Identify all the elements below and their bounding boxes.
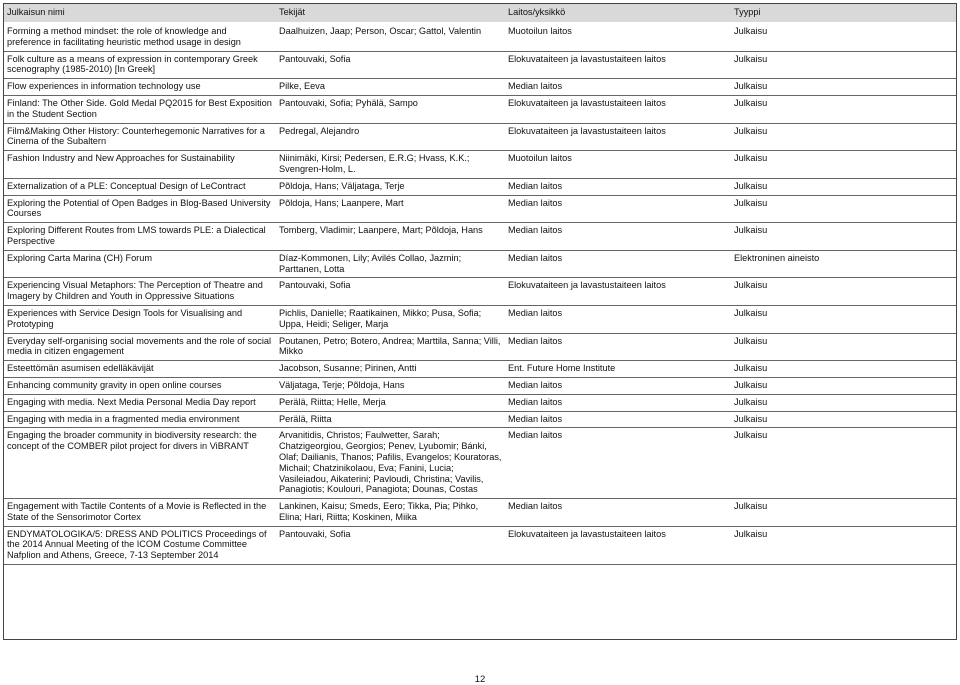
page-frame (3, 3, 957, 640)
cell-title: Engaging with media. Next Media Personal Media Day report (4, 394, 276, 411)
cell-title: Engaging with media in a fragmented media environment (4, 411, 276, 428)
table-row (4, 51, 956, 79)
cell-authors: Jacobson, Susanne; Pirinen, Antti (276, 361, 505, 378)
cell-authors: Díaz-Kommonen, Lily; Avilés Collao, Jazmin; Parttanen, Lotta (276, 250, 505, 278)
cell-type: Julkaisu (731, 499, 956, 527)
cell-title: Folk culture as a means of expression in contemporary Greek scenography (1985-2010) [In Greek] (4, 51, 276, 79)
cell-authors: Perälä, Riitta (276, 411, 505, 428)
cell-authors: Pantouvaki, Sofia (276, 526, 505, 564)
header-authors: Tekijät (276, 4, 505, 23)
cell-unit: Elokuvataiteen ja lavastustaiteen laitos (505, 51, 731, 79)
cell-type: Elektroninen aineisto (731, 250, 956, 278)
header-row (4, 4, 956, 23)
cell-authors: Pantouvaki, Sofia (276, 51, 505, 79)
cell-type: Julkaisu (731, 95, 956, 123)
cell-type: Julkaisu (731, 223, 956, 251)
table-row (4, 79, 956, 96)
table-row (4, 411, 956, 428)
cell-title: Everyday self-organising social movements and the role of social media in citizen engagement (4, 333, 276, 361)
cell-title: Flow experiences in information technology use (4, 79, 276, 96)
cell-unit: Median laitos (505, 178, 731, 195)
cell-unit: Median laitos (505, 79, 731, 96)
cell-unit: Elokuvataiteen ja lavastustaiteen laitos (505, 278, 731, 306)
cell-title: Engaging the broader community in biodiversity research: the concept of the COMBER pilot project for divers in ViBRANT (4, 428, 276, 499)
cell-type: Julkaisu (731, 178, 956, 195)
cell-title: ENDYMATOLOGIKA/5: DRESS AND POLITICS Proceedings of the 2014 Annual Meeting of the ICOM Costume Committee Nafplion and Athens, Greece, 7-13 September 2014 (4, 526, 276, 564)
cell-authors: Pantouvaki, Sofia (276, 278, 505, 306)
page-number: 12 (474, 674, 486, 685)
table-row (4, 195, 956, 223)
header-unit: Laitos/yksikkö (505, 4, 731, 23)
cell-title: Film&Making Other History: Counterhegemonic Narratives for a Cinema of the Subaltern (4, 123, 276, 151)
table-row (4, 95, 956, 123)
cell-title: Fashion Industry and New Approaches for Sustainability (4, 151, 276, 179)
cell-title: Esteettömän asumisen edelläkävijät (4, 361, 276, 378)
cell-authors: Arvanitidis, Christos; Faulwetter, Sarah; Chatzigeorgiou, Georgios; Penev, Lyubomir; Bánki, Olaf; Dailianis, Thanos; Pafilis, Evangelos; Kouratoras, Michail; Chatzinikolaou, Eva; Fanini, Lucia; Vasileiadou, Aikaterini; Pavloudi, Christina; Vavilis, Panagiotis; Koulouri, Panagiota; Dounas, Costas (276, 428, 505, 499)
table-header (4, 4, 956, 23)
cell-type: Julkaisu (731, 79, 956, 96)
table-row (4, 250, 956, 278)
header-type: Tyyppi (731, 4, 956, 23)
table-row (4, 305, 956, 333)
table-row (4, 333, 956, 361)
cell-authors: Poutanen, Petro; Botero, Andrea; Marttila, Sanna; Villi, Mikko (276, 333, 505, 361)
cell-title: Experiences with Service Design Tools for Visualising and Prototyping (4, 305, 276, 333)
cell-authors: Perälä, Riitta; Helle, Merja (276, 394, 505, 411)
cell-unit: Median laitos (505, 305, 731, 333)
cell-authors: Põldoja, Hans; Väljataga, Terje (276, 178, 505, 195)
table-row (4, 178, 956, 195)
cell-authors: Pichlis, Danielle; Raatikainen, Mikko; Pusa, Sofia; Uppa, Heidi; Seliger, Marja (276, 305, 505, 333)
cell-unit: Median laitos (505, 377, 731, 394)
table-row (4, 526, 956, 564)
table-row (4, 428, 956, 499)
cell-unit: Elokuvataiteen ja lavastustaiteen laitos (505, 526, 731, 564)
cell-type: Julkaisu (731, 411, 956, 428)
cell-type: Julkaisu (731, 278, 956, 306)
cell-unit: Elokuvataiteen ja lavastustaiteen laitos (505, 95, 731, 123)
cell-title: Experiencing Visual Metaphors: The Perception of Theatre and Imagery by Children and Youth in Oppressive Situations (4, 278, 276, 306)
table-row (4, 23, 956, 51)
cell-unit: Median laitos (505, 250, 731, 278)
cell-type: Julkaisu (731, 51, 956, 79)
cell-unit: Median laitos (505, 223, 731, 251)
cell-type: Julkaisu (731, 123, 956, 151)
table-row (4, 123, 956, 151)
header-title: Julkaisun nimi (4, 4, 276, 23)
table-row (4, 499, 956, 527)
cell-unit: Median laitos (505, 394, 731, 411)
cell-type: Julkaisu (731, 377, 956, 394)
cell-authors: Niinimäki, Kirsi; Pedersen, E.R.G; Hvass, K.K.; Svengren-Holm, L. (276, 151, 505, 179)
publications-table (4, 4, 956, 565)
cell-authors: Pedregal, Alejandro (276, 123, 505, 151)
cell-unit: Ent. Future Home Institute (505, 361, 731, 378)
cell-type: Julkaisu (731, 428, 956, 499)
cell-unit: Median laitos (505, 333, 731, 361)
table-row (4, 278, 956, 306)
cell-type: Julkaisu (731, 23, 956, 51)
cell-authors: Pilke, Eeva (276, 79, 505, 96)
cell-title: Enhancing community gravity in open online courses (4, 377, 276, 394)
cell-type: Julkaisu (731, 195, 956, 223)
cell-authors: Tomberg, Vladimir; Laanpere, Mart; Põldoja, Hans (276, 223, 505, 251)
cell-type: Julkaisu (731, 305, 956, 333)
cell-title: Exploring the Potential of Open Badges in Blog-Based University Courses (4, 195, 276, 223)
cell-unit: Median laitos (505, 428, 731, 499)
cell-unit: Muotoilun laitos (505, 151, 731, 179)
table-row (4, 394, 956, 411)
table-row (4, 223, 956, 251)
table-row (4, 361, 956, 378)
cell-authors: Daalhuizen, Jaap; Person, Oscar; Gattol, Valentin (276, 23, 505, 51)
cell-type: Julkaisu (731, 361, 956, 378)
cell-unit: Median laitos (505, 411, 731, 428)
table-row (4, 151, 956, 179)
cell-authors: Põldoja, Hans; Laanpere, Mart (276, 195, 505, 223)
cell-authors: Lankinen, Kaisu; Smeds, Eero; Tikka, Pia; Pihko, Elina; Hari, Riitta; Koskinen, Miika (276, 499, 505, 527)
cell-type: Julkaisu (731, 151, 956, 179)
cell-title: Engagement with Tactile Contents of a Movie is Reflected in the State of the Sensorimotor Cortex (4, 499, 276, 527)
cell-title: Forming a method mindset: the role of knowledge and preference in facilitating heuristic method usage in design (4, 23, 276, 51)
cell-title: Exploring Carta Marina (CH) Forum (4, 250, 276, 278)
table-body (4, 23, 956, 565)
cell-unit: Median laitos (505, 195, 731, 223)
cell-type: Julkaisu (731, 394, 956, 411)
cell-title: Exploring Different Routes from LMS towards PLE: a Dialectical Perspective (4, 223, 276, 251)
cell-unit: Elokuvataiteen ja lavastustaiteen laitos (505, 123, 731, 151)
cell-unit: Median laitos (505, 499, 731, 527)
cell-type: Julkaisu (731, 333, 956, 361)
cell-type: Julkaisu (731, 526, 956, 564)
cell-authors: Pantouvaki, Sofia; Pyhälä, Sampo (276, 95, 505, 123)
cell-title: Finland: The Other Side. Gold Medal PQ2015 for Best Exposition in the Student Section (4, 95, 276, 123)
cell-unit: Muotoilun laitos (505, 23, 731, 51)
table-row (4, 377, 956, 394)
cell-authors: Väljataga, Terje; Põldoja, Hans (276, 377, 505, 394)
cell-title: Externalization of a PLE: Conceptual Design of LeContract (4, 178, 276, 195)
